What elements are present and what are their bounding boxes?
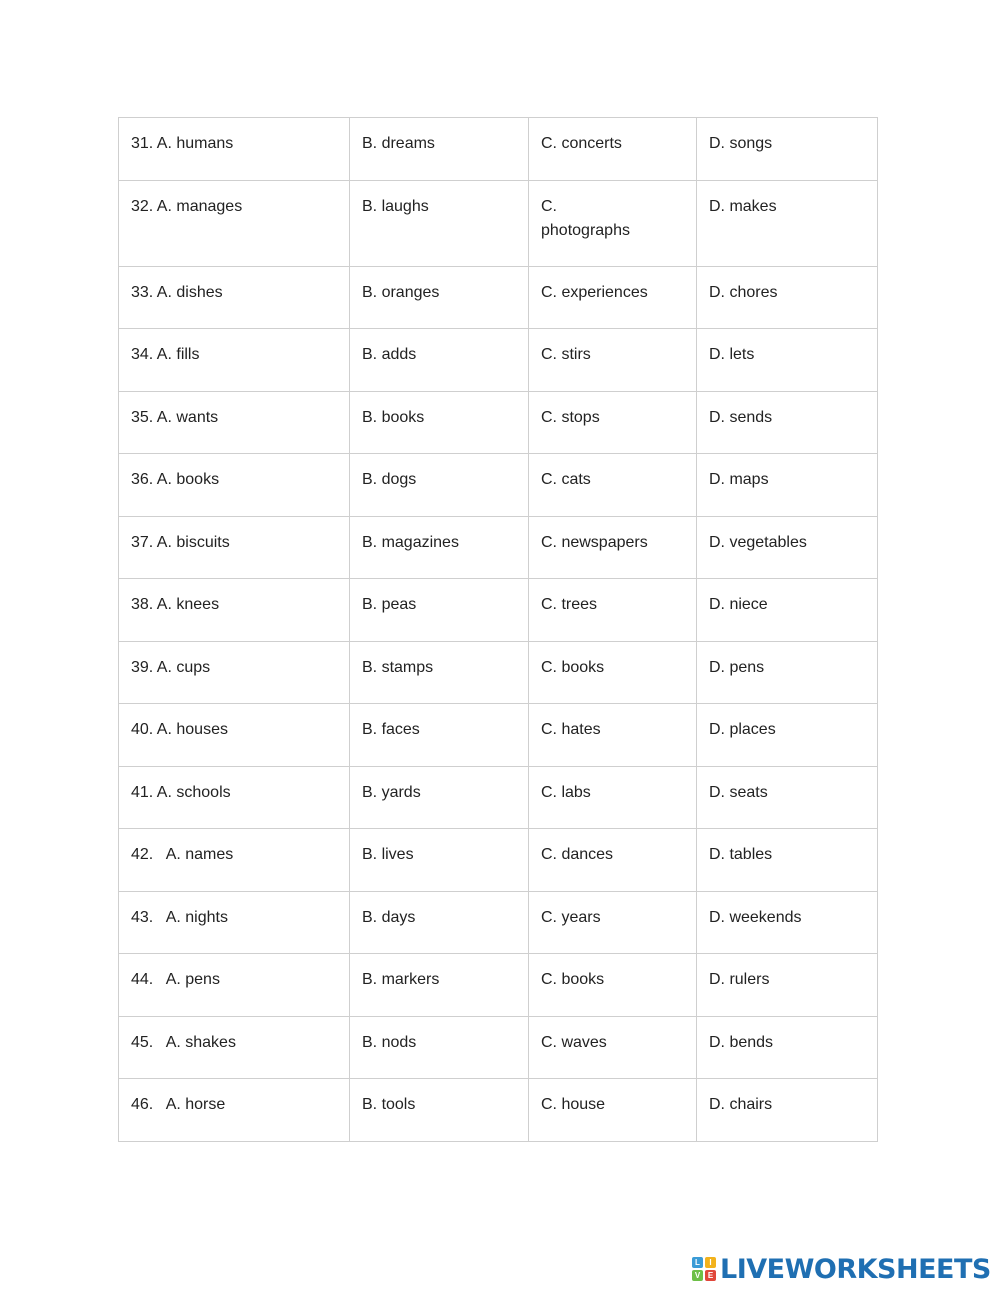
option-d-cell: D. rulers bbox=[697, 954, 878, 1017]
logo-block: L bbox=[692, 1257, 703, 1268]
option-a-cell: 35. A. wants bbox=[119, 391, 350, 454]
option-a-cell: 42. A. names bbox=[119, 829, 350, 892]
option-c-cell: C. hates bbox=[529, 704, 697, 767]
option-c-cell: C. trees bbox=[529, 579, 697, 642]
answer-table bbox=[118, 117, 878, 1142]
table-row bbox=[119, 829, 878, 892]
option-c-cell: C. cats bbox=[529, 454, 697, 517]
option-d-cell: D. lets bbox=[697, 329, 878, 392]
table-row bbox=[119, 954, 878, 1017]
option-c-cell: C. newspapers bbox=[529, 516, 697, 579]
option-d-cell: D. sends bbox=[697, 391, 878, 454]
option-a-cell: 39. A. cups bbox=[119, 641, 350, 704]
table-row bbox=[119, 891, 878, 954]
table-row bbox=[119, 516, 878, 579]
option-a-cell: 41. A. schools bbox=[119, 766, 350, 829]
option-d-cell: D. makes bbox=[697, 180, 878, 266]
option-a-cell: 33. A. dishes bbox=[119, 266, 350, 329]
option-d-cell: D. songs bbox=[697, 118, 878, 181]
option-d-cell: D. chairs bbox=[697, 1079, 878, 1142]
option-b-cell: B. oranges bbox=[350, 266, 529, 329]
option-a-cell: 43. A. nights bbox=[119, 891, 350, 954]
logo-block: E bbox=[705, 1270, 716, 1281]
option-c-cell: C. years bbox=[529, 891, 697, 954]
table-row bbox=[119, 704, 878, 767]
logo-block: I bbox=[705, 1257, 716, 1268]
option-b-cell: B. lives bbox=[350, 829, 529, 892]
option-a-cell: 45. A. shakes bbox=[119, 1016, 350, 1079]
option-a-cell: 38. A. knees bbox=[119, 579, 350, 642]
option-c-cell: C. stops bbox=[529, 391, 697, 454]
option-c-cell: C. books bbox=[529, 954, 697, 1017]
option-d-cell: D. pens bbox=[697, 641, 878, 704]
option-c-cell: C. waves bbox=[529, 1016, 697, 1079]
option-b-cell: B. faces bbox=[350, 704, 529, 767]
table-row bbox=[119, 766, 878, 829]
table-row bbox=[119, 329, 878, 392]
table-row bbox=[119, 118, 878, 181]
option-b-cell: B. nods bbox=[350, 1016, 529, 1079]
option-c-cell: C. labs bbox=[529, 766, 697, 829]
option-d-cell: D. vegetables bbox=[697, 516, 878, 579]
option-b-cell: B. days bbox=[350, 891, 529, 954]
option-d-cell: D. bends bbox=[697, 1016, 878, 1079]
logo-brand-text: LIVEWORKSHEETS bbox=[720, 1253, 991, 1285]
option-a-cell: 34. A. fills bbox=[119, 329, 350, 392]
option-b-cell: B. yards bbox=[350, 766, 529, 829]
table-row bbox=[119, 454, 878, 517]
option-d-cell: D. places bbox=[697, 704, 878, 767]
option-b-cell: B. magazines bbox=[350, 516, 529, 579]
option-c-cell: C. photographs bbox=[529, 180, 697, 266]
option-a-cell: 32. A. manages bbox=[119, 180, 350, 266]
option-a-cell: 46. A. horse bbox=[119, 1079, 350, 1142]
option-a-cell: 40. A. houses bbox=[119, 704, 350, 767]
option-b-cell: B. tools bbox=[350, 1079, 529, 1142]
option-b-cell: B. dreams bbox=[350, 118, 529, 181]
table-row bbox=[119, 1079, 878, 1142]
option-a-cell: 31. A. humans bbox=[119, 118, 350, 181]
option-a-cell: 37. A. biscuits bbox=[119, 516, 350, 579]
table-row bbox=[119, 1016, 878, 1079]
option-b-cell: B. peas bbox=[350, 579, 529, 642]
option-c-cell: C. house bbox=[529, 1079, 697, 1142]
option-d-cell: D. niece bbox=[697, 579, 878, 642]
option-d-cell: D. chores bbox=[697, 266, 878, 329]
option-b-cell: B. markers bbox=[350, 954, 529, 1017]
option-b-cell: B. dogs bbox=[350, 454, 529, 517]
logo-block: V bbox=[692, 1270, 703, 1281]
logo-blocks-icon bbox=[692, 1257, 716, 1281]
option-c-cell: C. concerts bbox=[529, 118, 697, 181]
option-a-cell: 36. A. books bbox=[119, 454, 350, 517]
option-b-cell: B. laughs bbox=[350, 180, 529, 266]
table-row bbox=[119, 391, 878, 454]
option-a-cell: 44. A. pens bbox=[119, 954, 350, 1017]
option-d-cell: D. maps bbox=[697, 454, 878, 517]
option-c-cell: C. stirs bbox=[529, 329, 697, 392]
table-row bbox=[119, 579, 878, 642]
option-c-cell: C. dances bbox=[529, 829, 697, 892]
table-row bbox=[119, 266, 878, 329]
table-row bbox=[119, 641, 878, 704]
option-b-cell: B. adds bbox=[350, 329, 529, 392]
option-b-cell: B. stamps bbox=[350, 641, 529, 704]
liveworksheets-logo bbox=[692, 1254, 991, 1284]
option-d-cell: D. seats bbox=[697, 766, 878, 829]
option-c-cell: C. books bbox=[529, 641, 697, 704]
option-d-cell: D. tables bbox=[697, 829, 878, 892]
option-b-cell: B. books bbox=[350, 391, 529, 454]
option-c-cell: C. experiences bbox=[529, 266, 697, 329]
option-d-cell: D. weekends bbox=[697, 891, 878, 954]
table-row bbox=[119, 180, 878, 266]
